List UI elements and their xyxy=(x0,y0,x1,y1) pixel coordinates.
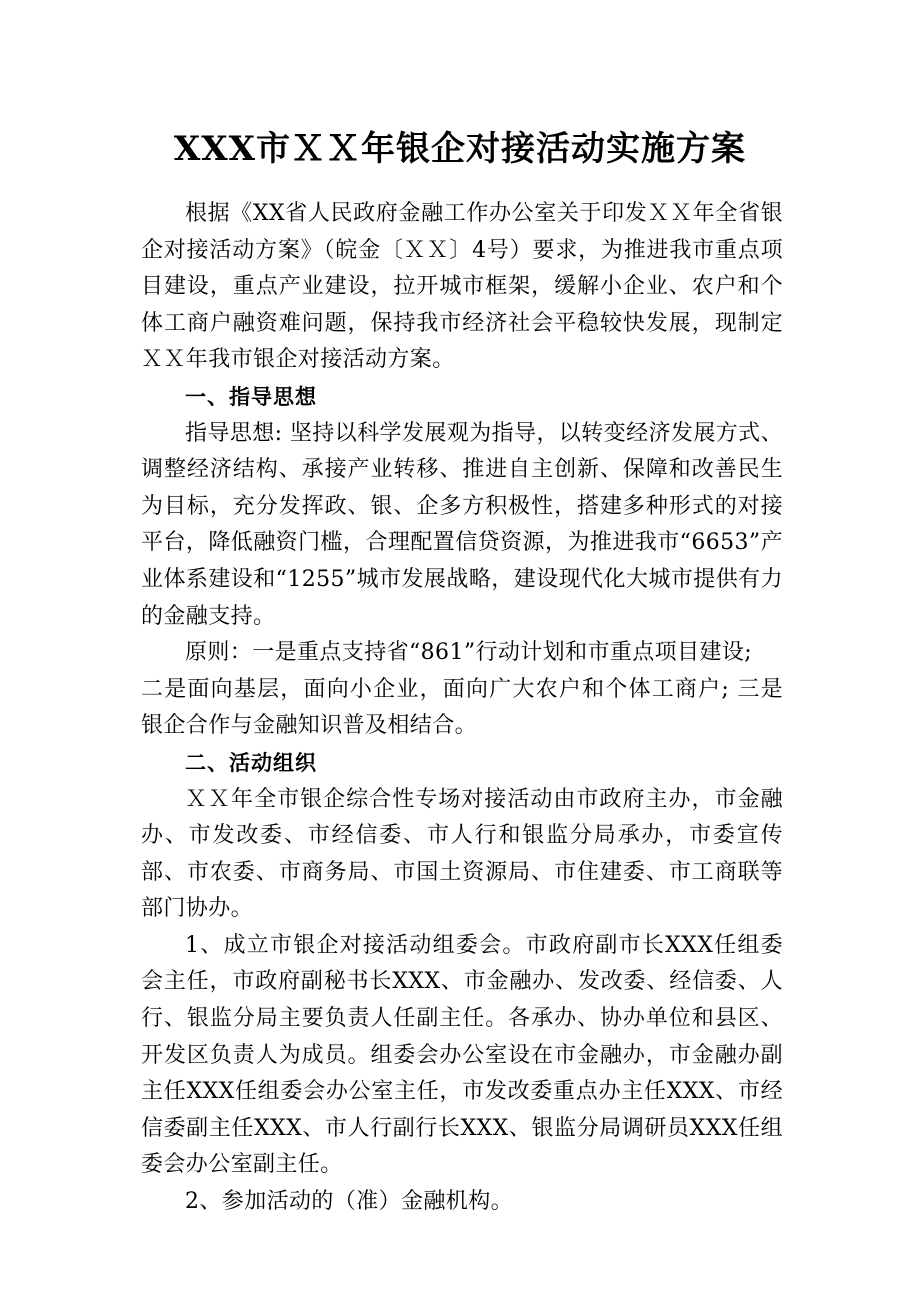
organization-paragraph: ＸＸ年全市银企综合性专场对接活动由市政府主办，市金融办、市发改委、市经信委、市人行和银监分局承办，市委宣传部、市农委、市商务局、市国土资源局、市住建委、市工商联等部门协办。 xyxy=(141,786,783,922)
document-body xyxy=(141,196,783,1221)
section-heading-organization: 二、活动组织 xyxy=(185,750,317,775)
item-1-paragraph: 1、成立市银企对接活动组委会。市政府副市长XXX任组委会主任，市政府副秘书长XXX、市金融办、发改委、经信委、人行、银监分局主要负责人任副主任。各承办、协办单位和县区、开发区负责人为成员。组委会办公室设在市金融办，市金融办副主任XXX任组委会办公室主任，市发改委重点办主任XXX、市经信委副主任XXX、市人行副行长XXX、银监分局调研员XXX任组委会办公室副主任。 xyxy=(141,932,783,1178)
item-2-paragraph: 2、参加活动的（准）金融机构。 xyxy=(185,1189,513,1215)
principle-paragraph-line1: 原则：一是重点支持省“861”行动计划和市重点项目建设; xyxy=(185,640,753,666)
intro-paragraph: 根据《XX省人民政府金融工作办公室关于印发ＸＸ年全省银企对接活动方案》（皖金〔ＸＸ〕4号）要求，为推进我市重点项目建设，重点产业建设，拉开城市框架，缓解小企业、农户和个体工商户融资难问题，保持我市经济社会平稳较快发展，现制定ＸＸ年我市银企对接活动方案。 xyxy=(141,201,783,373)
section-heading-guiding-thought: 一、指导思想 xyxy=(185,384,317,409)
guiding-thought-paragraph: 指导思想: 坚持以科学发展观为指导，以转变经济发展方式、调整经济结构、承接产业转移、推进自主创新、保障和改善民生为目标，充分发挥政、银、企多方积极性，搭建多种形式的对接平台，降低融资门槛，合理配置信贷资源，为推进我市“6653”产业体系建设和“1255”城市发展战略，建设现代化大城市提供有力的金融支持。 xyxy=(141,420,783,629)
document-title: XXX市ＸＸ年银企对接活动实施方案 xyxy=(173,129,747,169)
principle-paragraph-rest: 二是面向基层，面向小企业，面向广大农户和个体工商户; 三是银企合作与金融知识普及相结合。 xyxy=(141,676,783,739)
